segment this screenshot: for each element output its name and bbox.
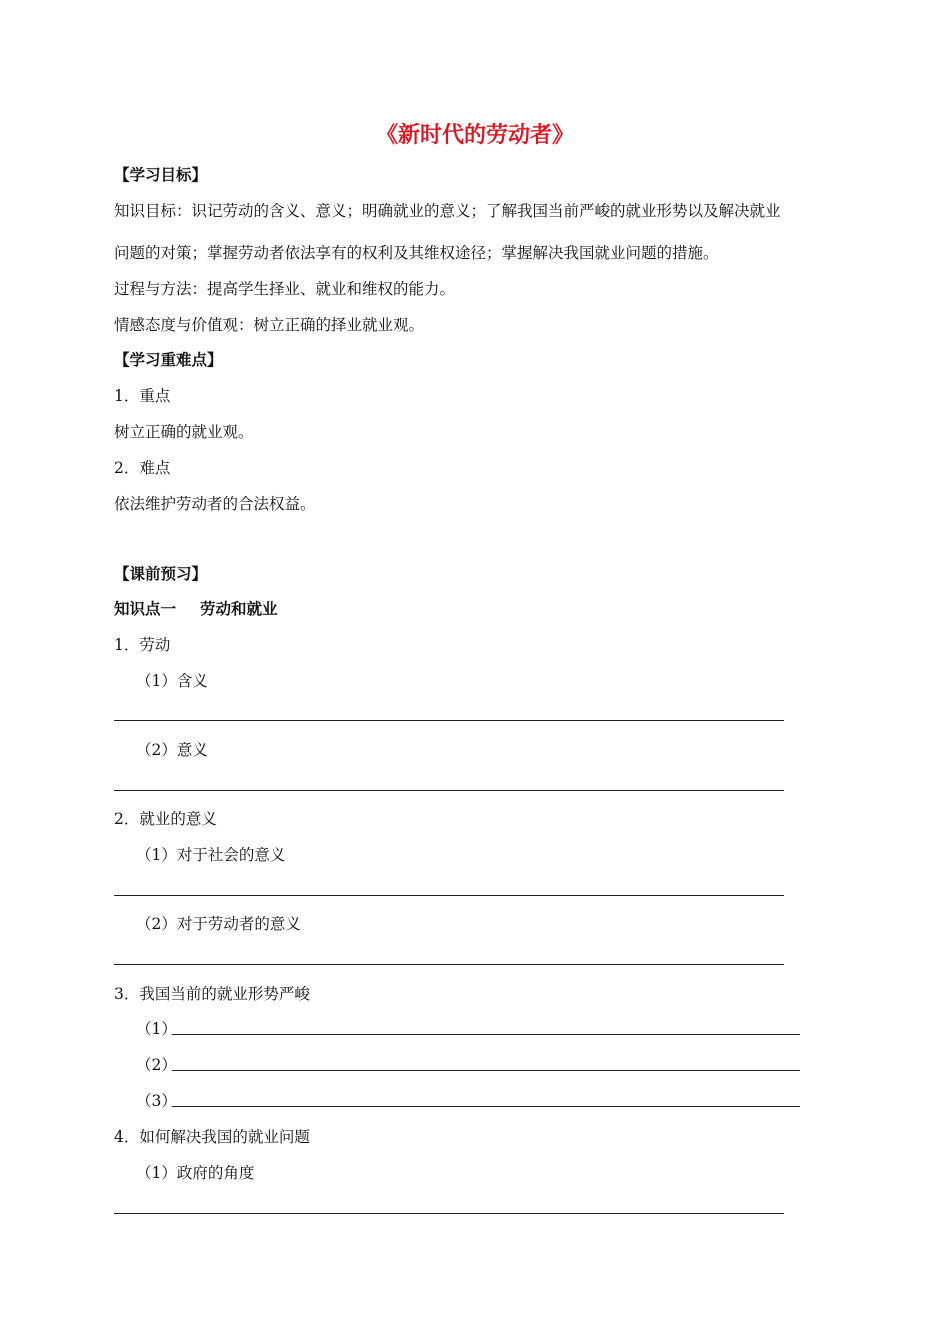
knowledge-point-title: 劳动和就业 [200,600,278,618]
sub-question-significance: （2）意义 [136,741,208,759]
knowledge-goal-line2: 问题的对策；掌握劳动者依法享有的权利及其维权途径；掌握解决我国就业问题的措施。 [114,244,719,262]
blank-item-label: （1） [136,1020,177,1038]
answer-line[interactable] [114,720,784,721]
answer-line[interactable] [114,964,784,965]
question-labor: 1．劳动 [114,636,171,654]
goals-heading: 【学习目标】 [114,166,208,184]
process-goal: 过程与方法：提高学生择业、就业和维权的能力。 [114,280,456,298]
blank-item-label: （2） [136,1056,177,1074]
question-situation: 3．我国当前的就业形势严峻 [114,985,310,1003]
question-solution: 4．如何解决我国的就业问题 [114,1128,310,1146]
knowledge-point-heading [114,597,278,619]
answer-line[interactable] [114,895,784,896]
key-point-text: 树立正确的就业观。 [114,423,254,441]
sub-question-worker: （2）对于劳动者的意义 [136,915,301,933]
difficult-point-text: 依法维护劳动者的合法权益。 [114,495,316,513]
key-points-heading: 【学习重难点】 [114,351,223,369]
blank-line[interactable] [172,1070,800,1071]
question-employment: 2．就业的意义 [114,810,217,828]
knowledge-point-label: 知识点一 [114,600,177,618]
page-title: 《新时代的劳动者》 [375,123,574,148]
preview-heading: 【课前预习】 [114,565,208,583]
difficult-point-label: 2．难点 [114,459,171,477]
emotion-goal: 情感态度与价值观：树立正确的择业就业观。 [114,316,425,334]
blank-line[interactable] [172,1106,800,1107]
answer-line[interactable] [114,790,784,791]
blank-item-label: （3） [136,1092,177,1110]
answer-line[interactable] [114,1213,784,1214]
key-point-label: 1．重点 [114,387,171,405]
sub-question-meaning: （1）含义 [136,672,208,690]
sub-question-society: （1）对于社会的意义 [136,846,286,864]
knowledge-goal-line1: 知识目标：识记劳动的含义、意义；明确就业的意义；了解我国当前严峻的就业形势以及解决就业 [114,202,781,220]
sub-question-government: （1）政府的角度 [136,1164,255,1182]
blank-line[interactable] [172,1034,800,1035]
